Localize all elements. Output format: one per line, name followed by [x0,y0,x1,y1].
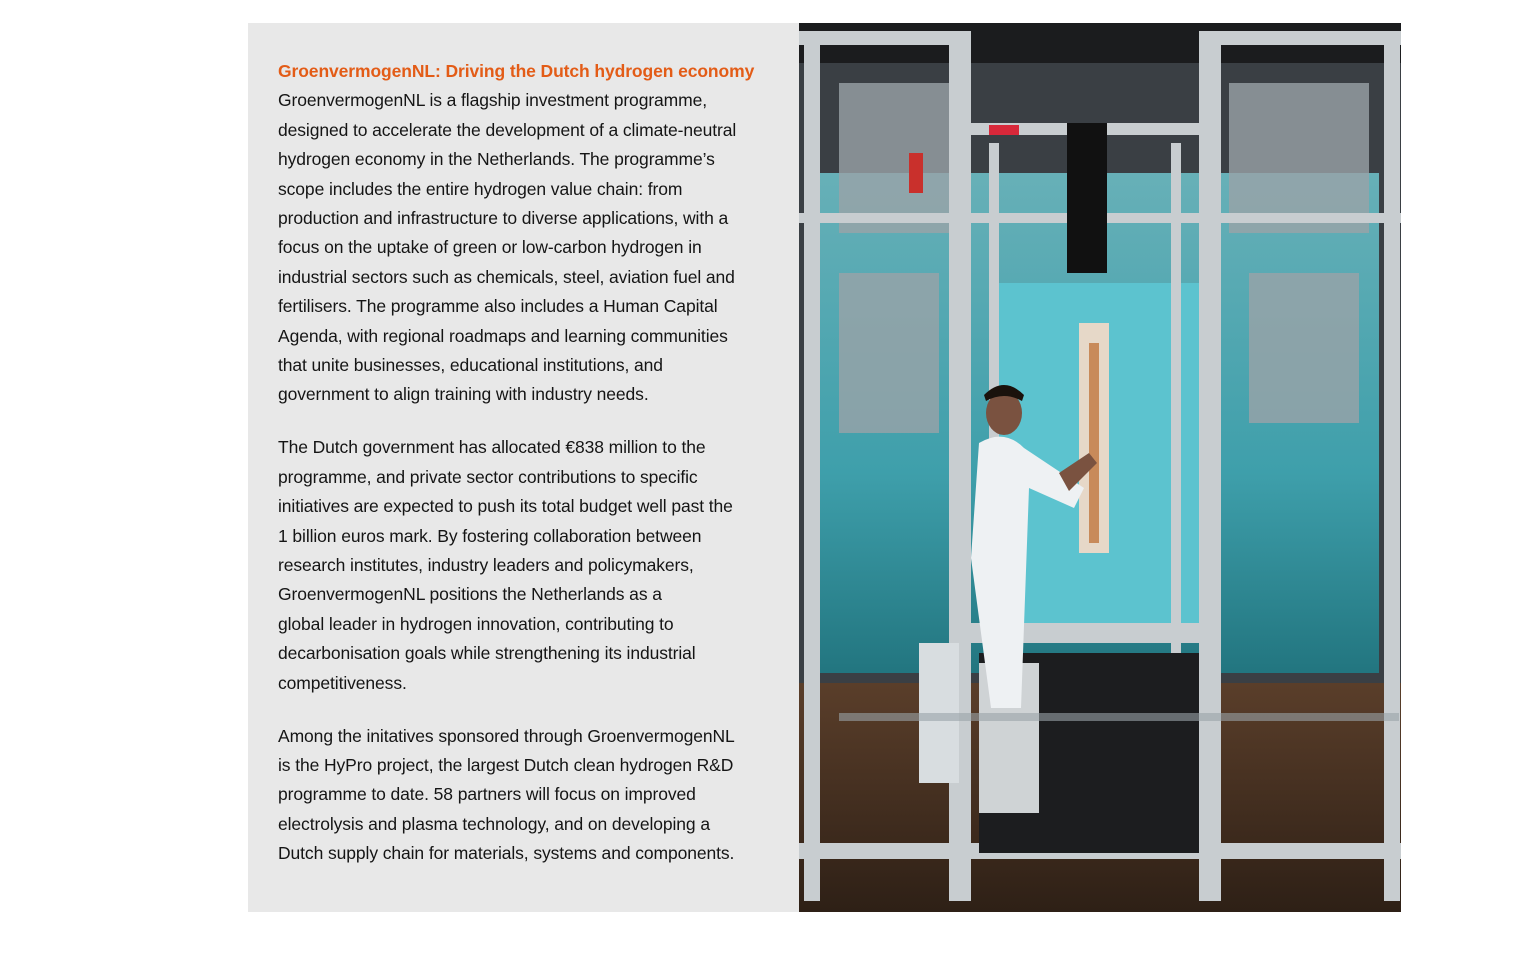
text-line: is the HyPro project, the largest Dutch clean hydrogen R&D [278,754,734,775]
text-panel [248,23,799,912]
hydrogen-lab-photo [799,23,1401,912]
text-line: GroenvermogenNL positions the Netherlands as a [278,584,662,605]
text-line: Agenda, with regional roadmaps and learning communities [278,325,728,346]
paragraph-2 [278,433,778,698]
text-line: The Dutch government has allocated €838 million to the [278,437,706,458]
text-line: Dutch supply chain for materials, systems and components. [278,843,735,864]
text-line: industrial sectors such as chemicals, steel, aviation fuel and [278,266,735,287]
text-line: 1 billion euros mark. By fostering collaboration between [278,525,702,546]
text-line: designed to accelerate the development of a climate-neutral [278,119,737,140]
text-line: that unite businesses, educational institutions, and [278,355,663,376]
text-line: fertilisers. The programme also includes a Human Capital [278,296,718,317]
text-line: programme, and private sector contributions to specific [278,466,698,487]
text-line: production and infrastructure to diverse applications, with a [278,208,729,229]
text-line: competitiveness. [278,672,407,693]
lab-equipment-illustration [799,23,1401,912]
text-line: research institutes, industry leaders and policymakers, [278,555,694,575]
text-line: decarbonisation goals while strengthening its industrial [278,643,696,664]
text-line: focus on the uptake of green or low-carbon hydrogen in [278,237,702,258]
article-body [278,57,778,892]
text-line: government to align training with industry needs. [278,384,649,405]
text-line: electrolysis and plasma technology, and on developing a [278,813,710,834]
paragraph-1 [278,86,778,409]
text-line: programme to date. 58 partners will focus on improved [278,784,696,805]
article-title: GroenvermogenNL: Driving the Dutch hydrogen economy [278,61,755,81]
paragraph-3 [278,722,778,869]
text-line: GroenvermogenNL is a flagship investment programme, [278,90,708,111]
text-line: global leader in hydrogen innovation, contributing to [278,613,674,634]
text-line: Among the initatives sponsored through GroenvermogenNL [278,725,735,746]
text-line: scope includes the entire hydrogen value chain: from [278,178,683,199]
text-line: hydrogen economy in the Netherlands. The programme’s [278,149,715,170]
text-line: initiatives are expected to push its total budget well past the [278,496,733,517]
